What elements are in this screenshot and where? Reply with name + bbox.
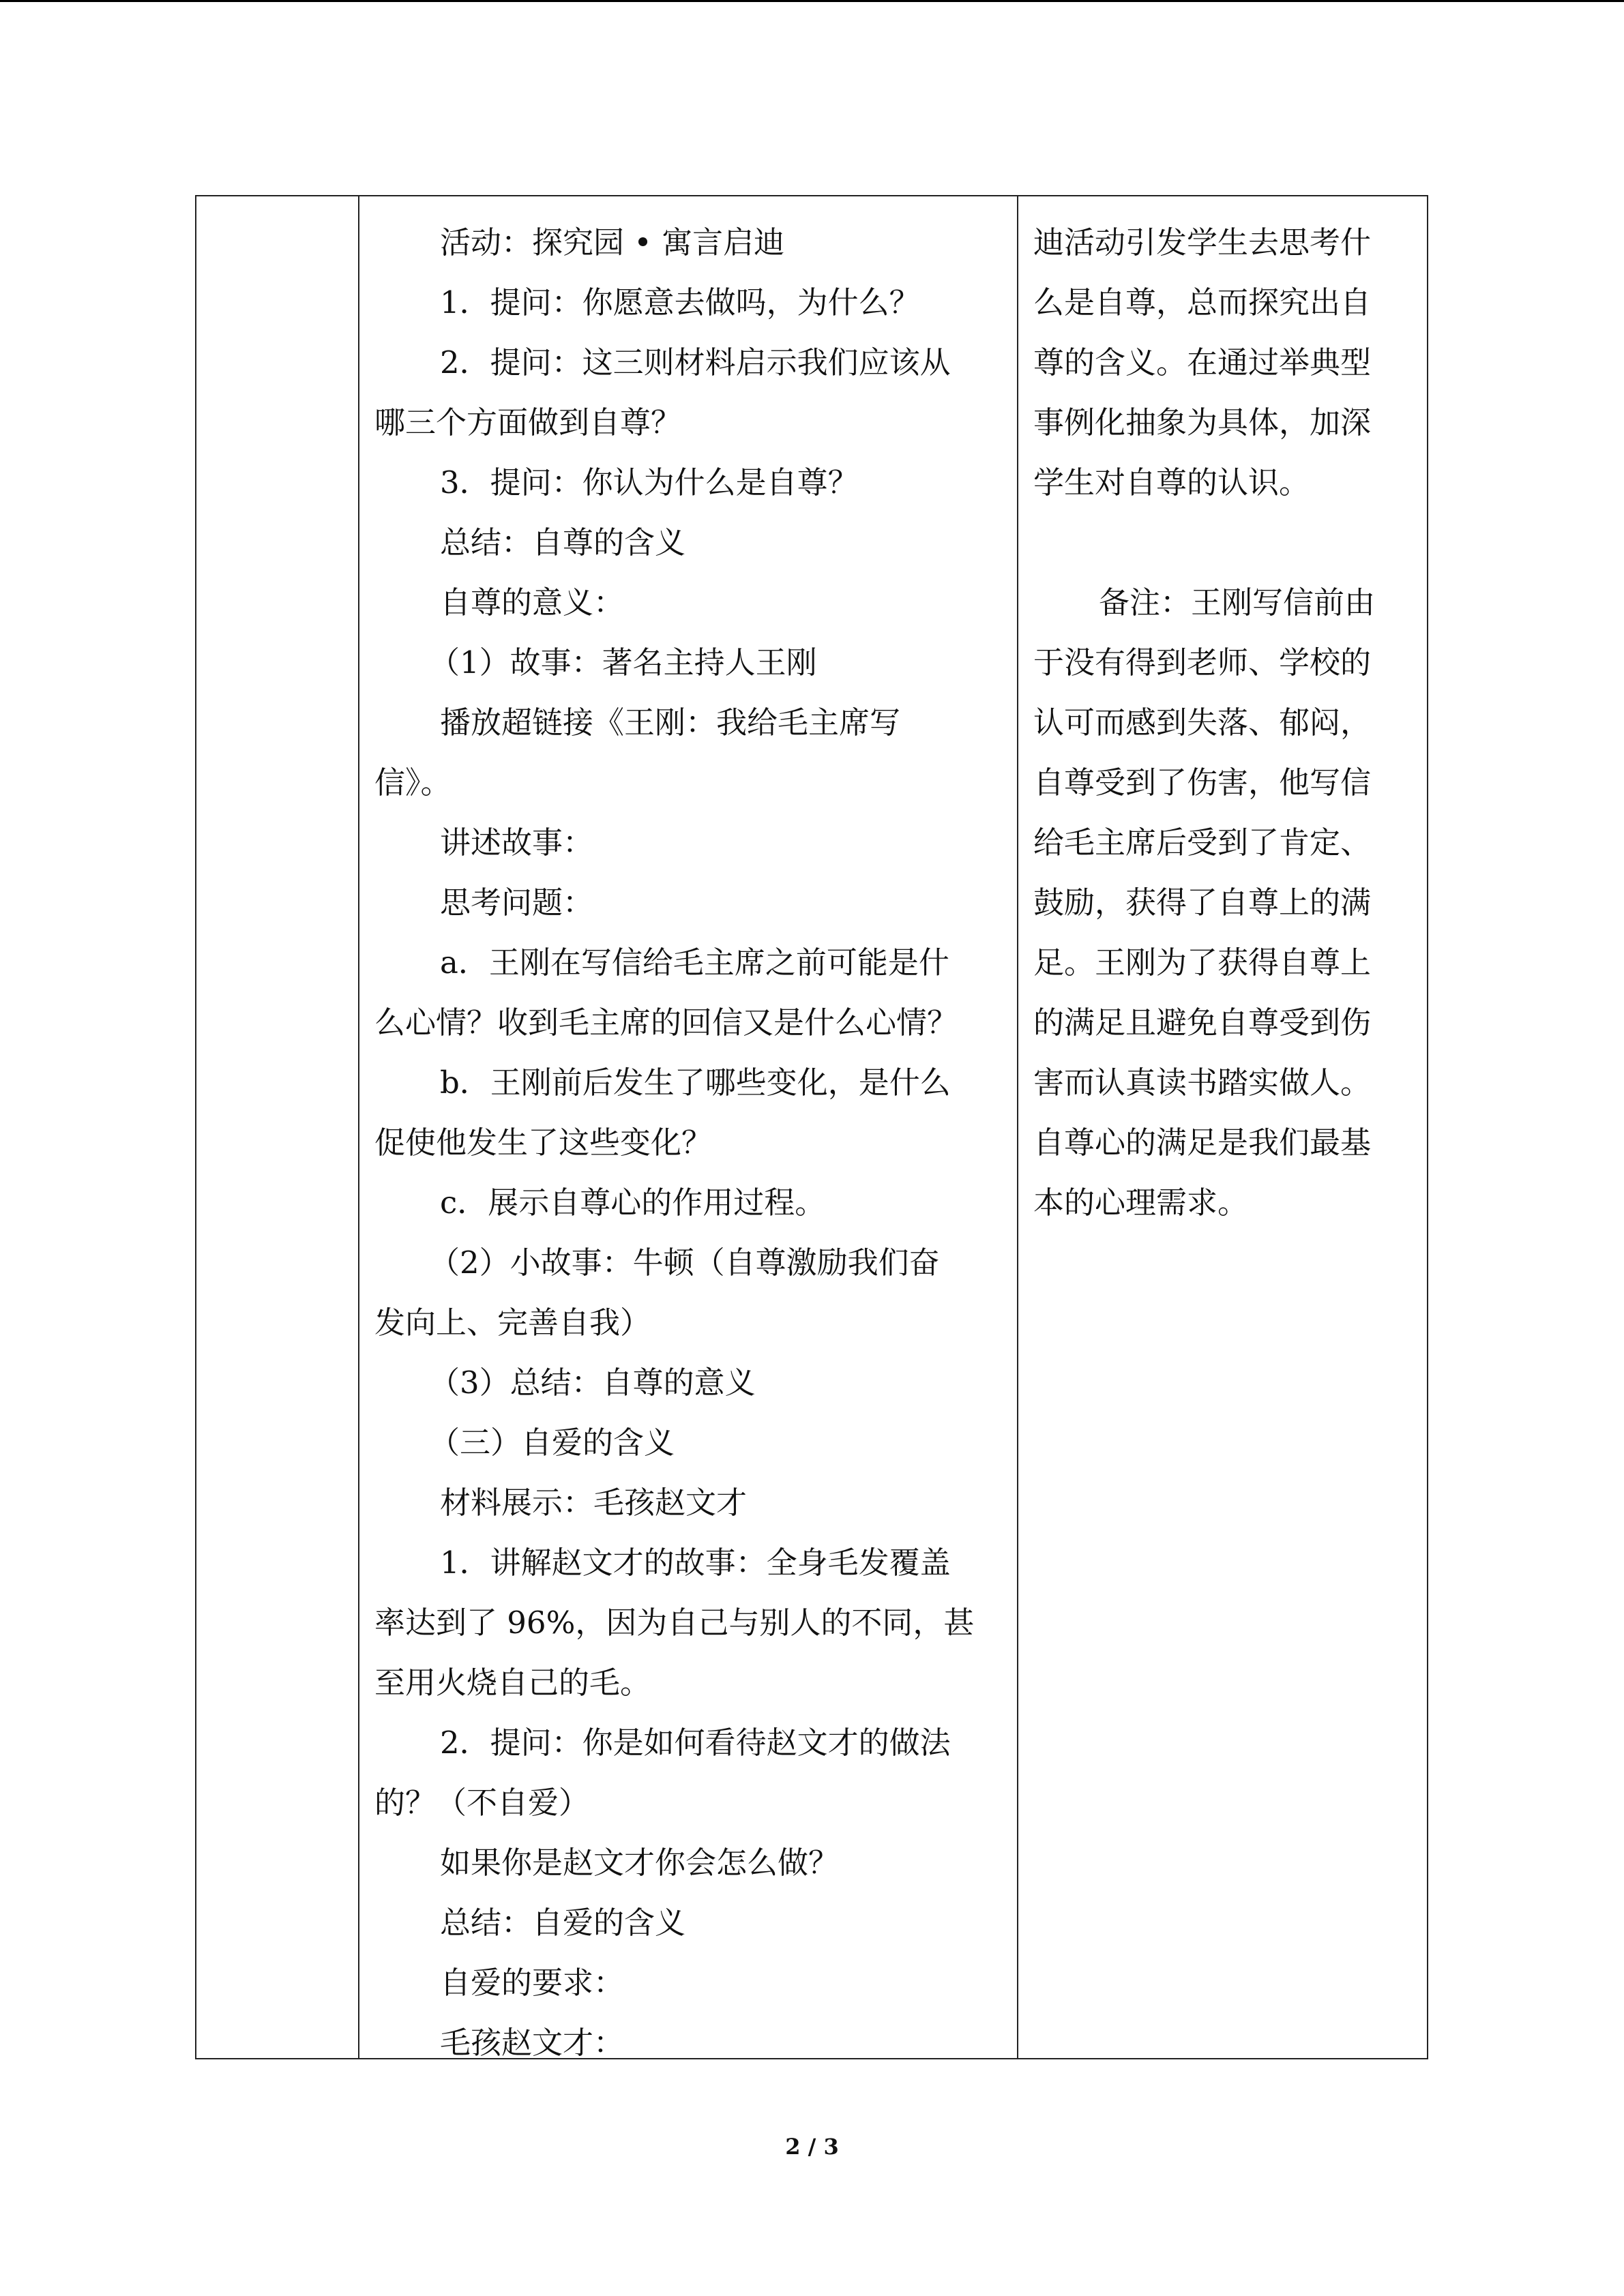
teaching-process-line: （2）小故事：牛顿（自尊激励我们奋 — [429, 1244, 940, 1281]
teaching-process-lines — [374, 213, 1003, 2073]
remark-line: 鼓励，获得了自尊上的满 — [1033, 884, 1372, 921]
remark-line: 本的心理需求。 — [1033, 1184, 1249, 1221]
teaching-process-line: 自尊的意义： — [440, 584, 625, 621]
teaching-process-line: 哪三个方面做到自尊？ — [374, 404, 682, 441]
teaching-process-line: 播放超链接《王刚：我给毛主席写 — [440, 704, 901, 741]
design-intent-line: 事例化抽象为具体，加深 — [1033, 404, 1372, 441]
teaching-process-line: （1）故事：著名主持人王刚 — [429, 644, 817, 681]
design-intent-line: 学生对自尊的认识。 — [1033, 464, 1310, 501]
teaching-process-line: 发向上、完善自我） — [374, 1304, 651, 1341]
teaching-process-line: 毛孩赵文才： — [440, 2025, 625, 2061]
teaching-process-line: c．展示自尊心的作用过程。 — [440, 1184, 826, 1221]
teaching-process-line: 促使他发生了这些变化？ — [374, 1124, 713, 1161]
lesson-plan-table — [195, 195, 1428, 2059]
teaching-process-line: 信》。 — [374, 764, 452, 801]
remark-line: 自尊心的满足是我们最基 — [1033, 1124, 1372, 1161]
remark-line: 备注：王刚写信前由 — [1099, 584, 1376, 621]
teaching-process-column — [359, 196, 1018, 2061]
teaching-process-line: a．王刚在写信给毛主席之前可能是什 — [440, 944, 949, 981]
teaching-process-line: b．王刚前后发生了哪些变化，是什么 — [440, 1064, 951, 1101]
teaching-process-line: （3）总结：自尊的意义 — [429, 1365, 756, 1401]
teaching-process-line: 总结：自爱的含义 — [440, 1905, 686, 1941]
remark-line: 自尊受到了伤害，他写信 — [1033, 764, 1372, 801]
paragraph-spacer — [1033, 513, 1400, 573]
design-intent-line: 么是自尊，总而探究出自 — [1033, 284, 1372, 320]
remark-line: 认可而感到失落、郁闷， — [1033, 704, 1372, 741]
remark-line: 害而认真读书踏实做人。 — [1033, 1064, 1372, 1101]
teaching-process-line: 率达到了 96%，因为自己与别人的不同，甚 — [374, 1605, 975, 1641]
teaching-process-line: 1．讲解赵文才的故事：全身毛发覆盖 — [440, 1545, 951, 1581]
remark-line: 于没有得到老师、学校的 — [1033, 644, 1372, 681]
teaching-process-line: 讲述故事： — [440, 824, 594, 861]
design-intent-column — [1018, 196, 1427, 2058]
teaching-process-line: 总结：自尊的含义 — [440, 524, 686, 561]
table-column-blank — [196, 196, 359, 2058]
remark-line: 的满足且避免自尊受到伤 — [1033, 1004, 1372, 1041]
teaching-process-line: 1．提问：你愿意去做吗，为什么？ — [440, 284, 920, 320]
teaching-process-line: 2．提问：这三则材料启示我们应该从 — [440, 344, 951, 381]
teaching-process-line: 的？（不自爱） — [374, 1785, 590, 1821]
teaching-process-line: 至用火烧自己的毛。 — [374, 1665, 651, 1701]
teaching-process-line: 如果你是赵文才你会怎么做？ — [440, 1845, 840, 1881]
top-border-line — [0, 0, 1624, 2]
teaching-process-line: 3．提问：你认为什么是自尊？ — [440, 464, 859, 501]
teaching-process-line: 自爱的要求： — [440, 1965, 625, 2001]
remark-line: 足。王刚为了获得自尊上 — [1033, 944, 1372, 981]
remark-line: 给毛主席后受到了肯定、 — [1033, 824, 1372, 861]
teaching-process-line: 2．提问：你是如何看待赵文才的做法 — [440, 1725, 951, 1761]
design-intent-line: 迪活动引发学生去思考什 — [1033, 224, 1372, 260]
teaching-process-line: （三）自爱的含义 — [429, 1425, 675, 1461]
page-number: 2 / 3 — [785, 2134, 839, 2160]
remark-lines — [1033, 573, 1400, 1233]
teaching-process-line: 思考问题： — [440, 884, 594, 921]
design-intent-lines — [1033, 213, 1400, 513]
teaching-process-line: 么心情？收到毛主席的回信又是什么心情？ — [374, 1004, 958, 1041]
teaching-process-line: 材料展示：毛孩赵文才 — [440, 1485, 748, 1521]
design-intent-line: 尊的含义。在通过举典型 — [1033, 344, 1372, 381]
teaching-process-line: 活动：探究园 • 寓言启迪 — [440, 224, 785, 260]
